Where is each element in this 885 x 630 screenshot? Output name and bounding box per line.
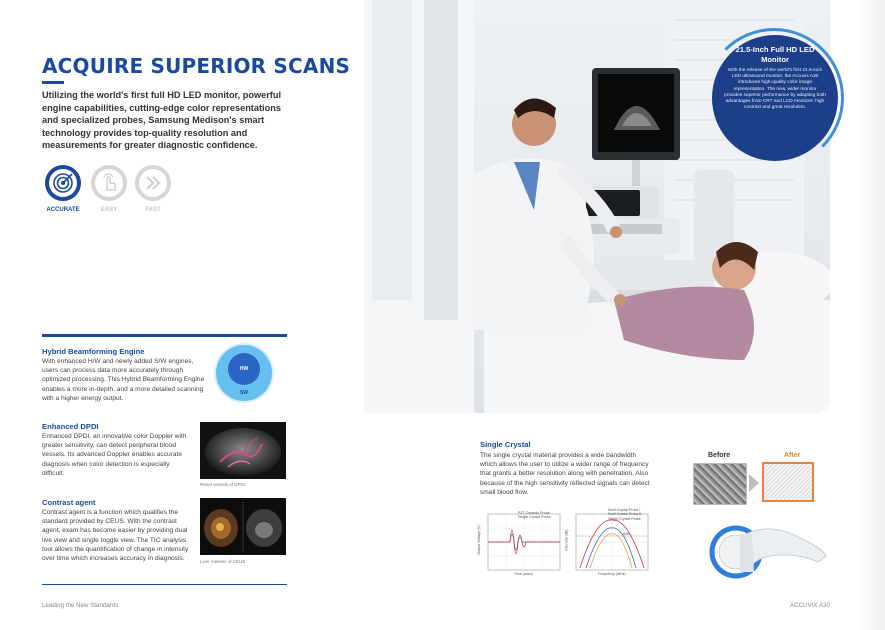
- contrast-heading: Contrast agent: [42, 498, 96, 507]
- arrow-right-icon: [749, 474, 759, 492]
- target-icon: [45, 165, 81, 201]
- bandwidth-annotation: -6dB: [622, 532, 630, 536]
- pulse-graph: [478, 508, 564, 580]
- legend-entry: Multi Crystal Probe I: [608, 508, 641, 512]
- footer-left: Leading the New Standards: [42, 602, 119, 609]
- after-crystal-image: [762, 462, 814, 502]
- hw-sw-diagram: [216, 345, 272, 401]
- feature-fast: [132, 165, 182, 225]
- footer-right: ACCUVIX A30: [790, 602, 830, 609]
- dpdi-heading: Enhanced DPDI: [42, 422, 99, 431]
- callout-heading: 21.5-Inch Full HD LED Monitor: [735, 45, 815, 64]
- feature-label: EASY: [100, 207, 118, 213]
- crystal-heading: Single Crystal: [480, 440, 531, 449]
- legend-entry: Single Crystal Probe: [518, 515, 551, 520]
- crystal-body: The single crystal material provides a wide bandwidth which allows the user to utilize a wider range of frequency that grants a better resolution along with penetration. Also because of the high sensitivity reflected signals can detect small blood flow.: [480, 452, 650, 496]
- hw-circle: HW: [228, 353, 260, 385]
- feature-label: ACCURATE: [46, 207, 80, 213]
- page-title: ACQUIRE SUPERIOR SCANS: [42, 54, 351, 78]
- dpdi-caption: Renal vessels of DPDI: [200, 482, 246, 487]
- dpdi-body: Enhanced DPDI, an innovative color Doppler with greater sensitivity, can detect peripheral blood vessels. Its advanced Doppler enables accurate diagnosis when color detection is especially difficult.: [42, 433, 187, 477]
- after-label: After: [784, 452, 801, 459]
- page-edge: [858, 0, 885, 630]
- pulse-xlabel: Time (usec): [514, 572, 533, 576]
- contrast-scan-image: [200, 498, 286, 555]
- bandwidth-graph: [566, 508, 652, 580]
- contrast-caption: Liver masses of CEUS: [200, 559, 246, 564]
- sw-label: SW: [239, 390, 249, 396]
- title-underline: [42, 81, 64, 84]
- section-divider: [42, 334, 287, 337]
- bottom-divider: [42, 584, 287, 585]
- before-label: Before: [708, 452, 731, 459]
- probe-image: [700, 512, 830, 582]
- monitor-callout: [712, 35, 838, 161]
- legend-entry: PZT Ceramic Probe: [518, 511, 550, 515]
- hybrid-heading: Hybrid Beamforming Engine: [42, 347, 145, 356]
- feature-label: FAST: [145, 207, 161, 213]
- bandwidth-xlabel: Frequency (MHz): [598, 572, 626, 576]
- feature-easy: [88, 165, 138, 225]
- feature-accurate: [42, 165, 92, 225]
- contrast-body: Contrast agent is a function which qualifies the standard provided by CEUS. With the contrast agent, exam has become easier by providing dual live view and single toggle view. The TIC analysis tool allows the quantification of change in intensity over time which increases accuracy in diagnosis.: [42, 509, 189, 563]
- legend-entry: Multi Crystal Probe II: [608, 512, 642, 517]
- bandwidth-ylabel: Intensity (dB): [564, 529, 569, 551]
- before-crystal-image: [693, 463, 747, 505]
- pulse-ylabel: Output Voltage (V): [476, 525, 481, 555]
- pulse-legend: [518, 511, 551, 520]
- legend-entry: Single Crystal Probe: [608, 516, 641, 521]
- callout-body: With the release of the world's first 21.5-inch LED ultrasound monitor, the Accuvix A30 introduces high-quality color image representation. The new, wider monitor provides superior performance by adapting both advantages from CRT and LCD monitors: high contrast and great resolution.: [724, 68, 826, 111]
- bandwidth-legend: [608, 508, 641, 521]
- dpdi-scan-image: [200, 422, 286, 479]
- double-chevron-icon: [135, 165, 171, 201]
- intro-paragraph: Utilizing the world's first full HD LED monitor, powerful engine capabilities, cutting-edge color representations and specialized probes, Samsung Medison's smart technology provides top-quality resolution and measurements for greater diagnostic confidence.: [42, 90, 282, 150]
- hybrid-body: With enhanced H/W and newly added S/W engines, users can process data more accurately through optimized processing. This Hybrid Beamforming Engine enables a more in-depth, and a more detailed scanning with a higher energy output.: [42, 358, 205, 402]
- hand-icon: [91, 165, 127, 201]
